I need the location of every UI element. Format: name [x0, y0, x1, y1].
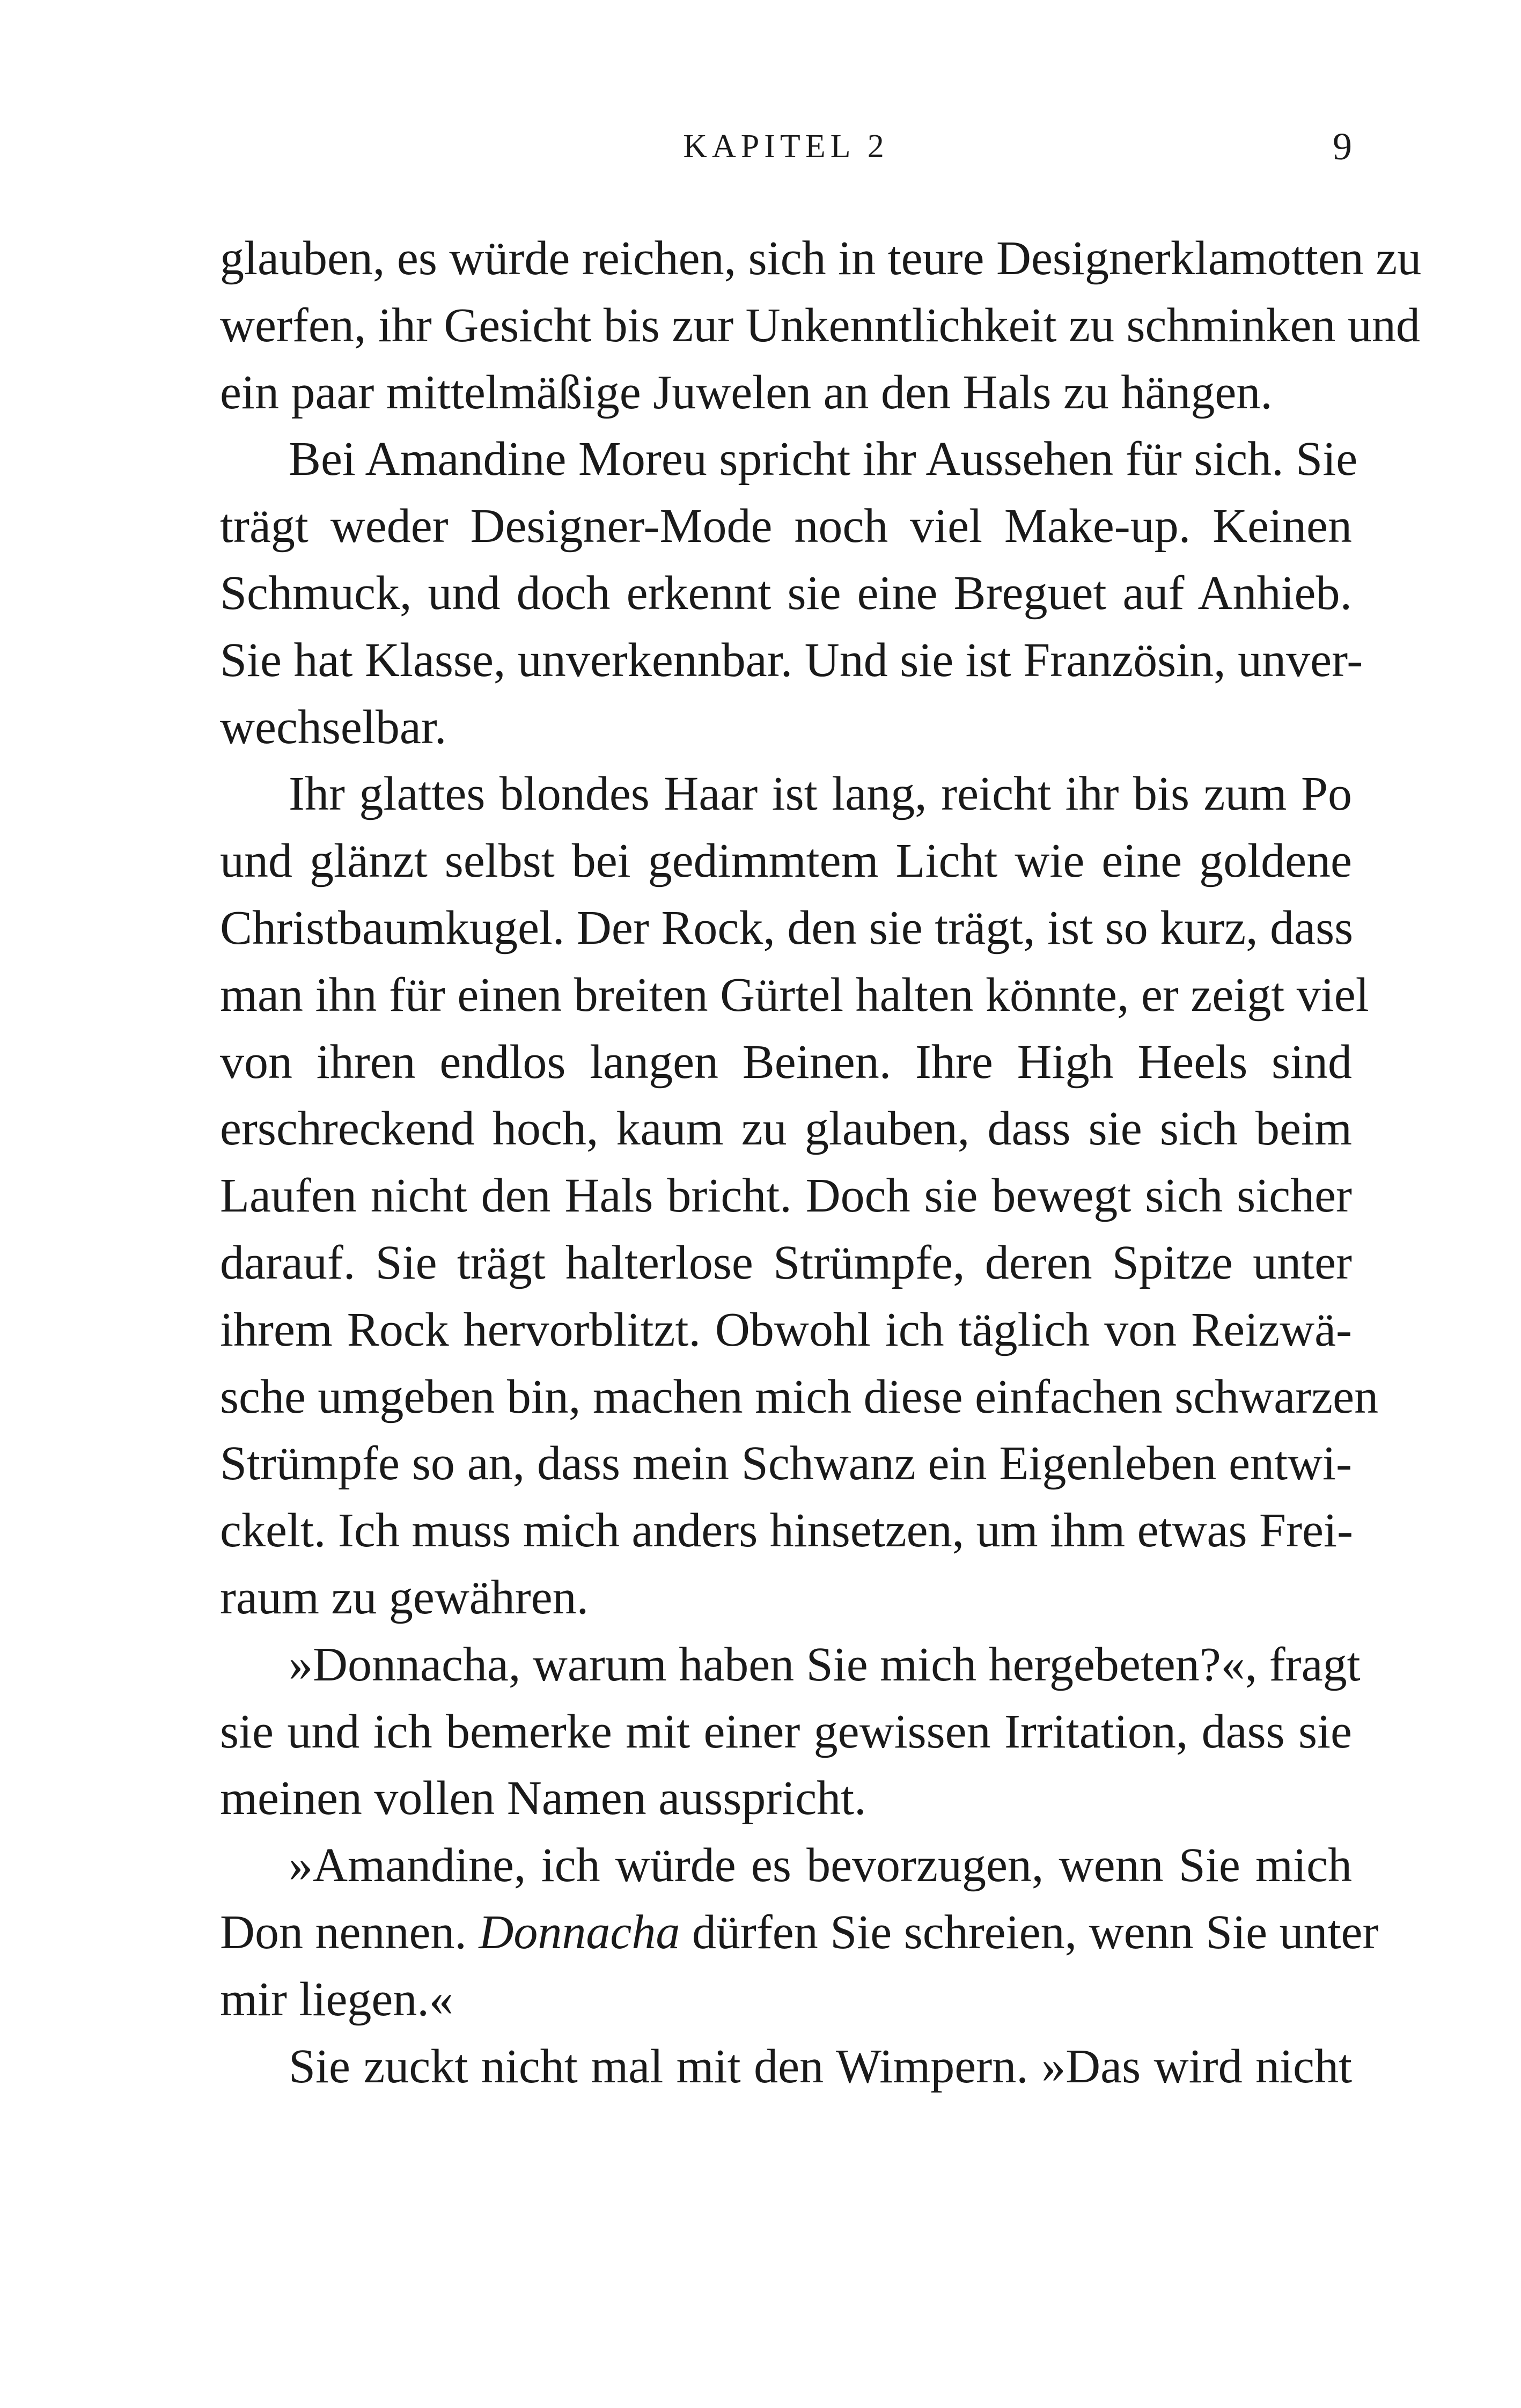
running-head [220, 122, 1352, 171]
text-line: Christbaumkugel. Der Rock, den sie trägt, ist so kurz, dass [220, 901, 1354, 955]
text-line: Schmuck, und doch erkennt sie eine Breguet auf Anhieb. [220, 566, 1352, 620]
text-line: von ihren endlos langen Beinen. Ihre High Heels sind [220, 1035, 1352, 1089]
text-line: sche umgeben bin, machen mich diese einfachen schwarzen [220, 1370, 1379, 1423]
text-line [220, 1899, 1379, 1966]
text-line: Bei Amandine Moreu spricht ihr Aussehen für sich. Sie [289, 432, 1358, 486]
text-line: darauf. Sie trägt halterlose Strümpfe, deren Spitze unter [220, 1236, 1352, 1289]
text-line: Sie zuckt nicht mal mit den Wimpern. »Das wird nicht [289, 2039, 1352, 2093]
chapter-title: KAPITEL 2 [683, 128, 889, 165]
text-line: erschreckend hoch, kaum zu glauben, dass sie sich beim [220, 1102, 1352, 1156]
text-line: glauben, es würde reichen, sich in teure Designerklamotten zu [220, 232, 1422, 285]
body-text [220, 225, 1422, 2100]
text-line: ckelt. Ich muss mich anders hinsetzen, um ihm etwas Frei- [220, 1504, 1353, 1558]
text-line: »Donnacha, warum haben Sie mich hergebeten?«, fragt [289, 1638, 1361, 1691]
text-line: raum zu gewähren. [220, 1570, 589, 1624]
text-line: und glänzt selbst bei gedimmtem Licht wie eine goldene [220, 834, 1352, 888]
text-line: trägt weder Designer-Mode noch viel Make-up. Keinen [220, 500, 1352, 553]
text-line: Strümpfe so an, dass mein Schwanz ein Eigenleben entwi- [220, 1437, 1352, 1491]
text-line: sie und ich bemerke mit einer gewissen Irritation, dass sie [220, 1705, 1352, 1758]
text-line: »Amandine, ich würde es bevorzugen, wenn Sie mich [289, 1839, 1352, 1892]
text-line: wechselbar. [220, 700, 447, 754]
text-line: ihrem Rock hervorblitzt. Obwohl ich täglich von Reizwä- [220, 1303, 1352, 1356]
text-line: Laufen nicht den Hals bricht. Doch sie bewegt sich sicher [220, 1169, 1352, 1223]
text-line: mir liegen.« [220, 1972, 453, 2026]
text-line: meinen vollen Namen ausspricht. [220, 1772, 866, 1825]
text-run: dürfen Sie schreien, wenn Sie unter [680, 1905, 1379, 1959]
italic-name: Donnacha [479, 1905, 680, 1959]
page-number: 9 [1333, 125, 1352, 168]
text-line: man ihn für einen breiten Gürtel halten könnte, er zeigt viel [220, 968, 1369, 1022]
text-line: ein paar mittelmäßige Juwelen an den Hals zu hängen. [220, 365, 1273, 419]
text-run: Don nennen. [220, 1905, 479, 1959]
text-line: Ihr glattes blondes Haar ist lang, reicht ihr bis zum Po [289, 767, 1352, 821]
text-line: Sie hat Klasse, unverkennbar. Und sie ist Französin, unver- [220, 633, 1363, 687]
text-line: werfen, ihr Gesicht bis zur Unkenntlichkeit zu schminken und [220, 298, 1420, 352]
